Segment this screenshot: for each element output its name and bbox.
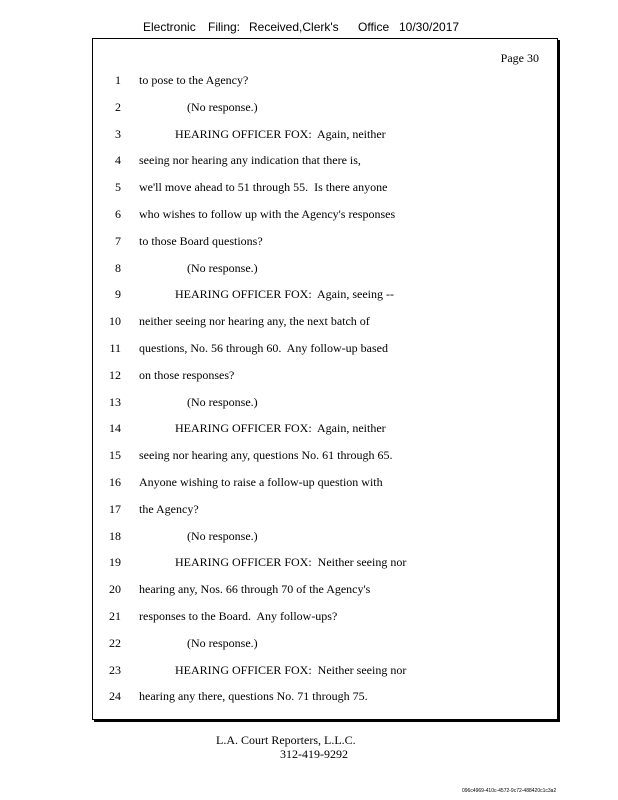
transcript-line bbox=[93, 502, 557, 520]
line-text: (No response.) bbox=[187, 394, 258, 409]
transcript-line bbox=[93, 421, 557, 439]
transcript-line bbox=[93, 341, 557, 359]
document-hash: 096c4969-410c-4572-9c72-488420c1c3a2 bbox=[462, 788, 557, 794]
reporter-company: L.A. Court Reporters, L.L.C. bbox=[216, 733, 356, 747]
line-number: 9 bbox=[115, 287, 121, 302]
transcript-line bbox=[93, 609, 557, 627]
line-text: HEARING OFFICER FOX: Again, neither bbox=[175, 421, 386, 436]
line-number: 15 bbox=[109, 448, 121, 463]
line-text: (No response.) bbox=[187, 635, 258, 650]
filing-stamp bbox=[0, 20, 618, 38]
line-text: hearing any, Nos. 66 through 70 of the Agency's bbox=[139, 582, 371, 597]
filing-stamp-part: Filing: bbox=[208, 20, 241, 34]
line-text: we'll move ahead to 51 through 55. Is there anyone bbox=[139, 180, 388, 195]
line-text: to those Board questions? bbox=[139, 233, 263, 248]
line-number: 5 bbox=[115, 180, 121, 195]
filing-stamp-part: Received,Clerk's bbox=[249, 20, 339, 34]
line-text: on those responses? bbox=[139, 367, 235, 382]
line-number: 4 bbox=[115, 153, 121, 168]
transcript-line bbox=[93, 127, 557, 145]
line-text: seeing nor hearing any, questions No. 61 through 65. bbox=[139, 448, 393, 463]
filing-stamp-part: Office bbox=[358, 20, 390, 34]
transcript-line bbox=[93, 180, 557, 198]
line-number: 14 bbox=[109, 421, 121, 436]
transcript-line bbox=[93, 475, 557, 493]
line-number: 7 bbox=[115, 233, 121, 248]
line-number: 16 bbox=[109, 475, 121, 489]
line-text: to pose to the Agency? bbox=[139, 73, 249, 87]
line-text: (No response.) bbox=[187, 528, 258, 543]
transcript-line bbox=[93, 395, 557, 413]
line-number: 1 bbox=[115, 73, 121, 87]
transcript-line bbox=[93, 663, 557, 681]
line-text: who wishes to follow up with the Agency's responses bbox=[139, 207, 396, 221]
line-text: Anyone wishing to raise a follow-up question with bbox=[139, 475, 383, 489]
line-number: 23 bbox=[109, 662, 121, 677]
line-number: 11 bbox=[109, 341, 121, 355]
transcript-line bbox=[93, 314, 557, 332]
transcript-line bbox=[93, 555, 557, 573]
line-text: responses to the Board. Any follow-ups? bbox=[139, 609, 338, 623]
transcript-line bbox=[93, 207, 557, 225]
line-text: (No response.) bbox=[187, 260, 258, 275]
line-text: HEARING OFFICER FOX: Neither seeing nor bbox=[175, 555, 407, 570]
filing-stamp-part: Electronic bbox=[143, 20, 196, 34]
line-number: 12 bbox=[109, 367, 121, 382]
line-number: 10 bbox=[109, 314, 121, 329]
line-number: 3 bbox=[115, 126, 121, 141]
transcript-line bbox=[93, 73, 557, 91]
line-text: seeing nor hearing any indication that there is, bbox=[139, 153, 361, 168]
transcript-line bbox=[93, 689, 557, 707]
line-number: 13 bbox=[109, 394, 121, 409]
line-text: HEARING OFFICER FOX: Again, seeing -- bbox=[175, 287, 394, 302]
line-text: hearing any there, questions No. 71 through 75. bbox=[139, 689, 368, 704]
line-text: (No response.) bbox=[187, 99, 258, 114]
transcript-page bbox=[92, 38, 558, 720]
line-text: questions, No. 56 through 60. Any follow-up based bbox=[139, 341, 388, 355]
line-number: 21 bbox=[109, 609, 121, 623]
transcript-line bbox=[93, 234, 557, 252]
transcript-line bbox=[93, 287, 557, 305]
transcript-line bbox=[93, 529, 557, 547]
transcript-line bbox=[93, 261, 557, 279]
line-number: 20 bbox=[109, 582, 121, 597]
line-number: 22 bbox=[109, 635, 121, 650]
line-text: neither seeing nor hearing any, the next batch of bbox=[139, 314, 370, 329]
line-text: the Agency? bbox=[139, 501, 199, 516]
transcript-line bbox=[93, 368, 557, 386]
line-number: 18 bbox=[109, 528, 121, 543]
transcript-line bbox=[93, 582, 557, 600]
line-number: 6 bbox=[115, 207, 121, 221]
transcript-line bbox=[93, 636, 557, 654]
line-number: 8 bbox=[115, 260, 121, 275]
reporter-phone: 312-419-9292 bbox=[280, 747, 348, 761]
transcript-line bbox=[93, 100, 557, 118]
line-number: 17 bbox=[109, 501, 121, 516]
line-text: HEARING OFFICER FOX: Neither seeing nor bbox=[175, 662, 407, 677]
line-number: 2 bbox=[115, 99, 121, 114]
filing-stamp-date: 10/30/2017 bbox=[399, 20, 460, 34]
line-number: 19 bbox=[109, 555, 121, 570]
line-number: 24 bbox=[109, 689, 121, 704]
transcript-line bbox=[93, 448, 557, 466]
transcript-line bbox=[93, 153, 557, 171]
line-text: HEARING OFFICER FOX: Again, neither bbox=[175, 126, 386, 141]
page-number: Page 30 bbox=[500, 51, 539, 65]
